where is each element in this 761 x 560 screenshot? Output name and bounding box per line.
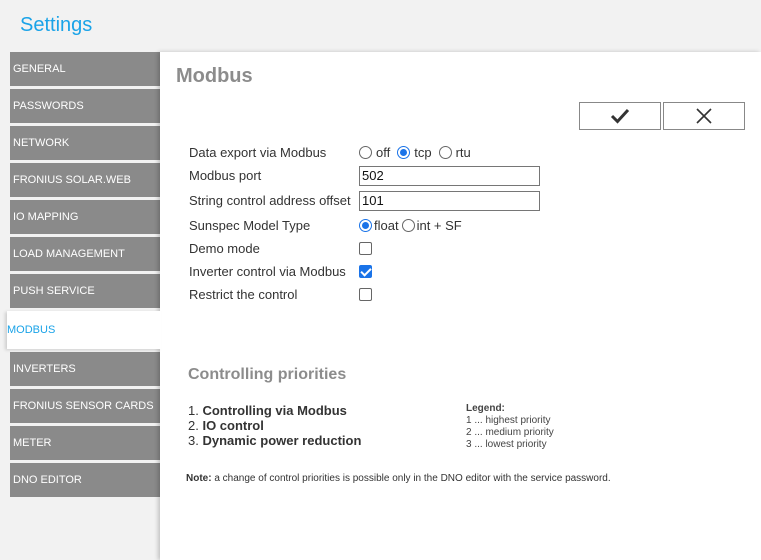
save-button[interactable] xyxy=(579,102,661,130)
data-export-label: Data export via Modbus xyxy=(189,145,327,160)
sidebar-item-fronius-solar-web[interactable]: FRONIUS SOLAR.WEB xyxy=(10,163,161,197)
legend-title: Legend: xyxy=(466,403,505,414)
modbus-port-label: Modbus port xyxy=(189,168,262,183)
list-item xyxy=(188,418,361,433)
priority-legend xyxy=(466,403,554,451)
list-item xyxy=(188,433,361,448)
legend-item: 1 ... highest priority xyxy=(466,415,551,426)
sidebar-item-network[interactable]: NETWORK xyxy=(10,126,161,160)
priority-label: Dynamic power reduction xyxy=(202,433,362,448)
close-icon xyxy=(695,107,713,125)
modbus-port-row xyxy=(189,164,589,187)
restrict-control-row xyxy=(189,283,589,306)
inverter-control-row xyxy=(189,260,589,283)
data-export-tcp-radio[interactable] xyxy=(397,146,410,159)
address-offset-input[interactable] xyxy=(359,191,540,211)
sunspec-row xyxy=(189,214,589,237)
restrict-control-label: Restrict the control xyxy=(189,287,298,302)
sunspec-float-label: float xyxy=(374,218,399,233)
address-offset-label: String control address offset xyxy=(189,193,351,208)
sidebar-item-dno-editor[interactable]: DNO EDITOR xyxy=(10,463,161,497)
demo-mode-label: Demo mode xyxy=(189,241,260,256)
legend-item: 2 ... medium priority xyxy=(466,427,554,438)
page-title: Modbus xyxy=(176,65,253,87)
priority-number: 1. xyxy=(188,403,199,418)
note-label: Note: xyxy=(186,473,212,484)
app-title: Settings xyxy=(20,14,93,36)
settings-panel xyxy=(160,52,761,560)
checkmark-icon xyxy=(610,108,630,124)
modbus-port-input[interactable] xyxy=(359,166,540,186)
priorities-list xyxy=(188,403,361,448)
sidebar-item-fronius-sensor-cards[interactable]: FRONIUS SENSOR CARDS xyxy=(10,389,161,423)
data-export-off-radio[interactable] xyxy=(359,146,372,159)
list-item xyxy=(188,403,361,418)
data-export-tcp-label: tcp xyxy=(414,145,432,160)
priorities-title: Controlling priorities xyxy=(188,366,347,383)
data-export-rtu-label: rtu xyxy=(455,145,471,160)
sidebar-item-meter[interactable]: METER xyxy=(10,426,161,460)
priority-number: 3. xyxy=(188,433,199,448)
legend-item: 3 ... lowest priority xyxy=(466,439,547,450)
priority-note xyxy=(186,473,611,484)
restrict-control-checkbox[interactable] xyxy=(359,288,372,301)
sidebar-item-push-service[interactable]: PUSH SERVICE xyxy=(10,274,161,308)
sidebar-item-load-management[interactable]: LOAD MANAGEMENT xyxy=(10,237,161,271)
priority-number: 2. xyxy=(188,418,199,433)
sidebar-item-passwords[interactable]: PASSWORDS xyxy=(10,89,161,123)
sidebar-item-inverters[interactable]: INVERTERS xyxy=(10,352,161,386)
demo-mode-checkbox[interactable] xyxy=(359,242,372,255)
data-export-off-label: off xyxy=(376,145,391,160)
cancel-button[interactable] xyxy=(663,102,745,130)
priority-label: Controlling via Modbus xyxy=(202,403,347,418)
sidebar xyxy=(7,52,161,500)
data-export-rtu-radio[interactable] xyxy=(439,146,452,159)
sunspec-int-sf-label: int + SF xyxy=(416,218,462,233)
data-export-row xyxy=(189,141,589,164)
inverter-control-checkbox[interactable] xyxy=(359,265,372,278)
sunspec-label: Sunspec Model Type xyxy=(189,218,311,233)
sidebar-item-general[interactable]: GENERAL xyxy=(10,52,161,86)
note-text: a change of control priorities is possible only in the DNO editor with the service password. xyxy=(211,473,611,484)
sunspec-int-sf-radio[interactable] xyxy=(402,219,415,232)
demo-mode-row xyxy=(189,237,589,260)
address-offset-row xyxy=(189,189,589,212)
sunspec-float-radio[interactable] xyxy=(359,219,372,232)
inverter-control-label: Inverter control via Modbus xyxy=(189,264,346,279)
modbus-form xyxy=(189,141,589,306)
priority-label: IO control xyxy=(202,418,264,433)
sidebar-item-io-mapping[interactable]: IO MAPPING xyxy=(10,200,161,234)
sidebar-item-modbus[interactable]: MODBUS xyxy=(7,311,161,349)
